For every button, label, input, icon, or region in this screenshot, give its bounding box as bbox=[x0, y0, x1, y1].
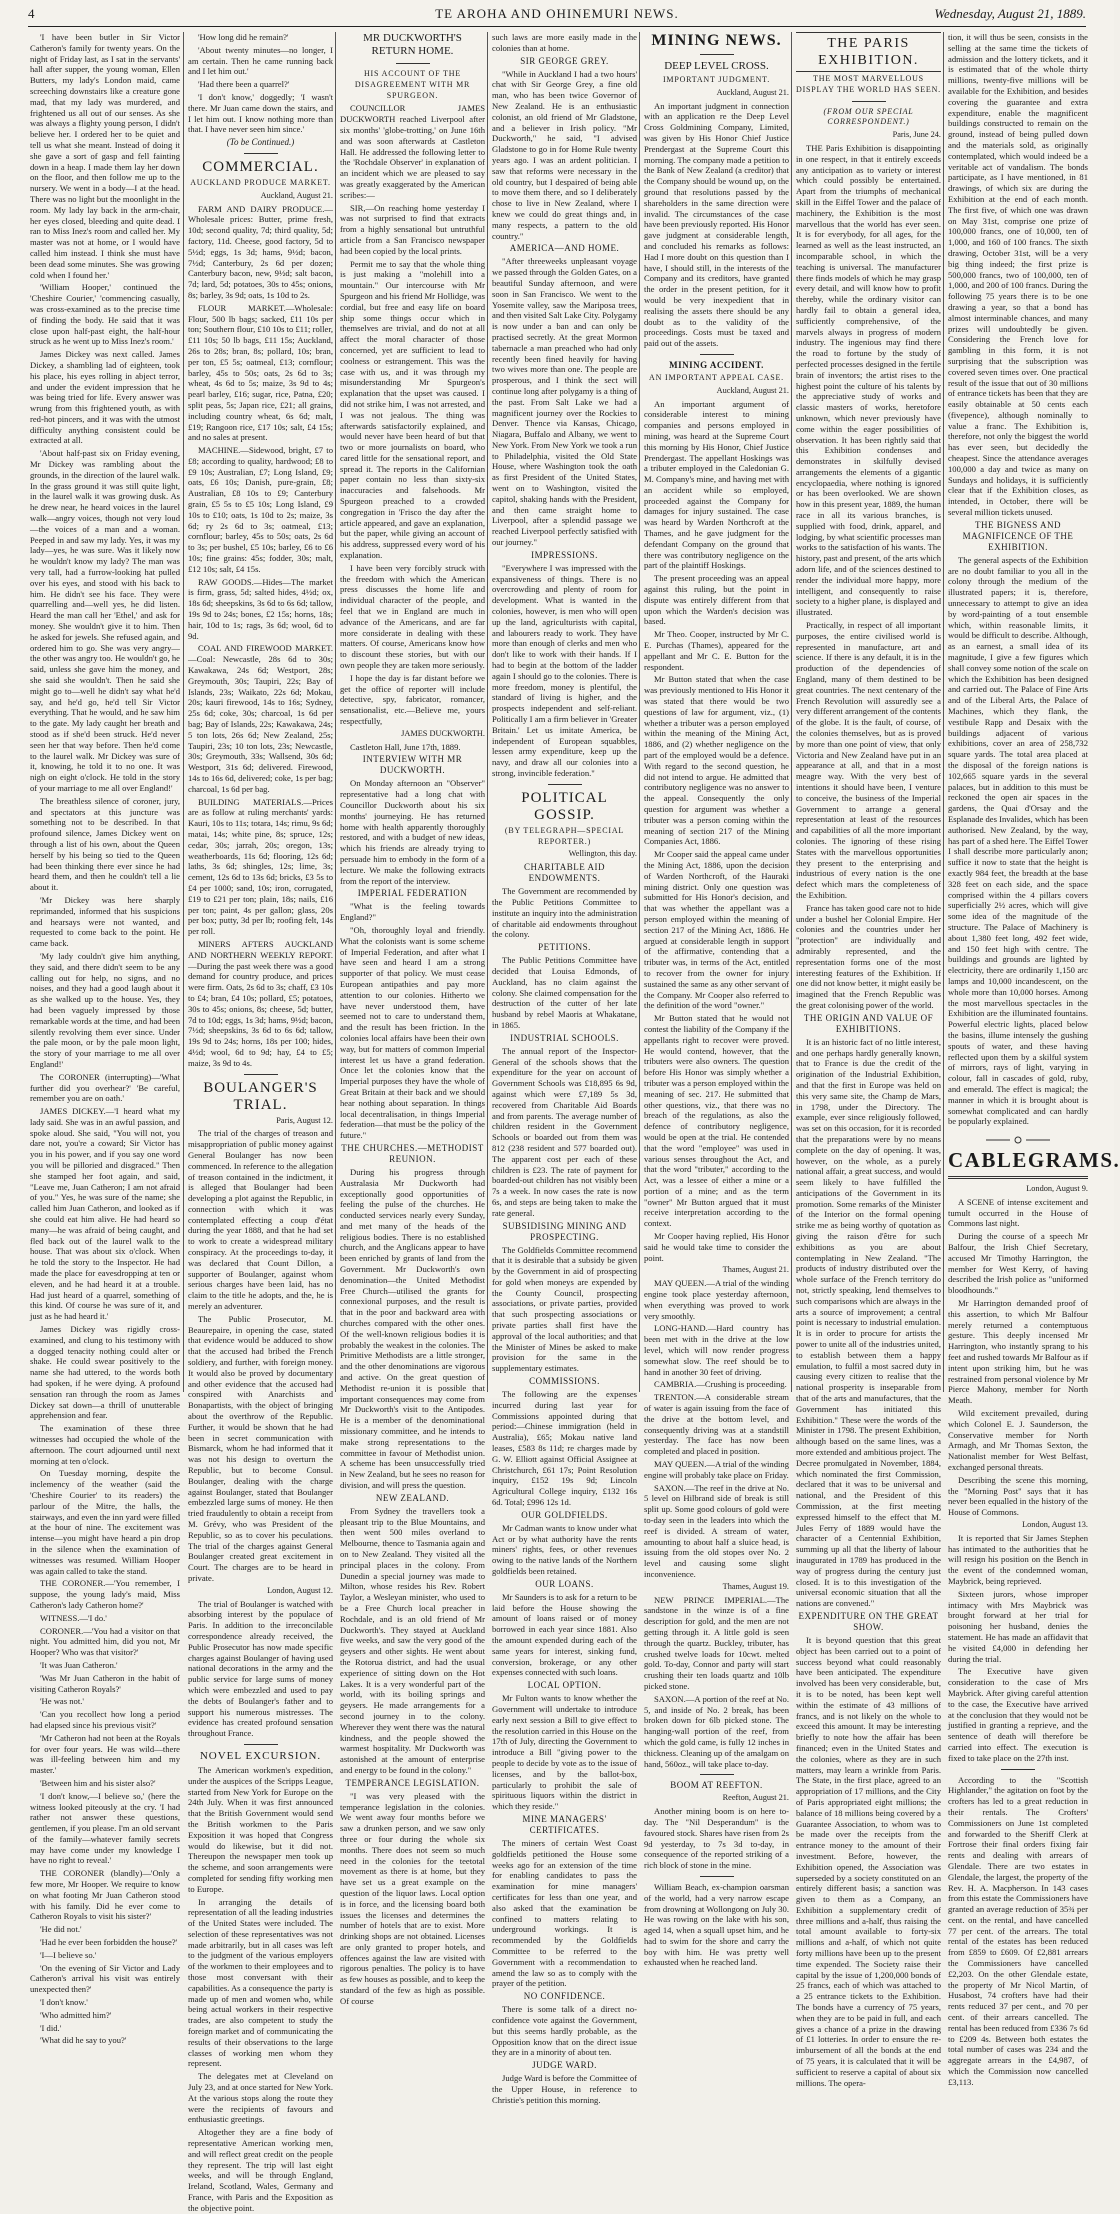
column-rule bbox=[791, 32, 792, 1392]
dateline: Thames, August 21. bbox=[722, 1265, 789, 1275]
story-paragraph: 'I—I believe so.' bbox=[40, 1949, 97, 1960]
section-heading: INDUSTRIAL SCHOOLS. bbox=[510, 1032, 619, 1043]
story-paragraph: 'I did.' bbox=[40, 2022, 62, 2033]
duckworth-heading: MR DUCKWORTH'S RETURN HOME. bbox=[363, 32, 462, 57]
story-paragraph: 'He did not.' bbox=[40, 1924, 82, 1935]
gossip-byline: (BY TELEGRAPH—SPECIAL REPORTER.) bbox=[504, 825, 625, 846]
story-paragraph: 'I don't know,—I believe so,' (here the witness looked piteously at the cry. 'I had rather not answer these questions, gentlemen, if you please. I'm an old servant of the family—whatever family secrets may have come under my knowledge I have no right to reveal.' bbox=[30, 1790, 180, 1866]
dateline: Reefton, August 21. bbox=[722, 1793, 789, 1803]
mine-report: MAY QUEEN.—A trial of the winding engine will probably take place on Friday. bbox=[644, 1459, 789, 1480]
story-paragraph: The general aspects of the Exhibition are no doubt familiar to you all in the colony through the medium of the illustrated papers; it is, therefore, unnecessary to attempt to give an idea by word-painting of a tout ensemble which, within reasonable limits, it would be difficult to describe. Although, as an earnest, a small idea of its magnitude, I give a few figures which shall convey some notion of the scale on which the Exhibition has been designed and carried out. The Palace of Fine Arts and of the Liberal Arts, the Palace of Machines, which they flank, the vestibule Rapp and Desaix with the buildings adjacent of various exhibitions, cover an area of 258,732 square yards. The total area placed at the disposal of the foreign nations is 102,665 square yards in the several palaces, but in addition to this must be reckoned the open air spaces in the gardens, the Quai d'Orsay and the Esplanade des Invalides, which has been authorised. New Zealand, by the way, has part of a shed here. The Eiffel Tower I shall describe more particularly anon; suffice it now to state that the height is exactly 984 feet, the breadth at the base 328 feet on each side, and the space comprised within the 4 pillars covers superficially 2½ acres, which will give some idea of the magnitude of the structure. The Palace of Machinery is about 1,380 feet long, 492 feet wide, and 150 feet high with centre. The buildings and grounds are lighted by electricity, there are ordinarily 1,150 arc lamps and 10,000 incandescent, on the whole more than 10,000 horses. Among the most marvellous spectacles in the Exhibition are the illuminated fountains. Powerful electric lights, placed below the basins, illume intensely the gushing spouts of water, and these having reflected upon them by a skilful system of mirrors, rays of light, varying in colour, fall in cascades of gold, ruby, and emerald. The effect is magical; the manner in which it is brought about is somewhat complicated and can hardly be popularly explained. bbox=[948, 554, 1088, 1127]
story-paragraph: SIR,—On reaching home yesterday I was not surprised to find that extracts from a highly sensational but untruthful article from a San Francisco newspaper had been copied by the local prints. bbox=[340, 202, 485, 256]
story-paragraph: It is reported that Sir James Stephen has intimated to the authorities that he will resign his position on the Bench in the event of the condemned woman, Maybrick, being reprieved. bbox=[948, 1532, 1088, 1586]
story-paragraph: The present proceeding was an appeal against this ruling, but the point in dispute was entirely different from that upon which the Warden's decision was based. bbox=[644, 573, 789, 627]
story-paragraph: 'I have been butler in Sir Victor Catheron's family for twenty years. On the night of Friday last, as I sat in the servants' hall after supper, the young woman, Ellen Butters, my lady's London maid, came screeching downstairs like a creature gone mad, that my lady was murdered, and frightened us all out of our senses. As she was always a flighty young person, I didn't believe her. I ordered her to be quiet and tell us what she meant. Instead of doing it she gave a sort of gasp and fell fainting down in a heap. I made them lay her down on the floor, and then follow me up to the nursery. We went in a body—I at the head. There was no light but the moonlight in the room. My lady lay back in the arm-chair, her eyes closed, bleeding and quite dead. I ran to Miss Inez's room and called her. My master was not at home, or I would have called him instead. I think she must have been dead some minutes. She was growing cold when I found her.' bbox=[30, 32, 180, 280]
political-gossip-heading: POLITICAL GOSSIP. bbox=[521, 789, 608, 823]
story-paragraph: 'I don't know.' bbox=[40, 1997, 88, 2008]
story-paragraph: The Government are recommended by the Public Petitions Committee to institute an inquiry into the administration of charitable aid endowments throughout the colony. bbox=[492, 886, 637, 940]
story-paragraph: JAMES DICKEY.—'I heard what my lady said. She was in an awful passion, and spoke aloud. She said, "You will not, you dare not, you're a coward; Sir Victor has you in his power, and if you say one word you will be pilloried and disgraced." Then she stamped her foot again, and said, "Leave me, Juan Catheron; I am not afraid of you." Yes, he was sure of the name; she called him Juan Catheron, and looked as if she could eat him alive. He had heard so many—he was afraid of being caught, and fled back out of the laurel walk to the house. That was about six o'clock. When he told the story to the Inspector. He had made the place for eavesdropping at ten or eleven, and he had heard it at a trouble. Had just heard of a quarrel, something of this kind. Of course he was sure of it, and just as he had heard it.' bbox=[30, 1106, 180, 1322]
impressions-heading: IMPRESSIONS. bbox=[531, 549, 598, 560]
section-heading: LOCAL OPTION. bbox=[527, 1680, 602, 1691]
story-paragraph: The examination of these three witnesses had occupied the whole of the afternoon. The court adjourned until next morning at ten o'clock. bbox=[30, 1423, 180, 1466]
story-paragraph: 'About half-past six on Friday evening, Mr Dickey was rambling about the grounds, in the direction of the laurel walk. In the grass ground it was still quite light, in the laurel walk it was growing dusk. As he drew near, he heard voices in the laurel walk—angry voices, though not very loud—the voices of a man and a woman. Peeped in and saw my lady. Yes, it was my lady—yes, he was sure. Was it likely now he wouldn't know my lady? The man was very tall, had a furrow-looking hat pulled over his eyes, and stood with his back to him. He didn't see his face. They were quarrelling and—well yes, he did listen. Heard the man call her 'Ethel,' and ask for money. She wouldn't give it to him. Then he asked for jewels. She refused again, and ordered him to go. She was very angry—the other was angry too. He wouldn't go, he said, unless she gave him the money, and she said she wouldn't. Then he said she might go to—well he didn't say what he'd say, and he'd go, he'd tell Sir Victor everything. That he would, and he saw him to the gate. My lady caught her breath and stood as if she'd been struck. He'd never seen her that way before. Then he'd come to the laurel walk. Mr Dickey was sure of it, knowing, he told it to no one. It was nigh on eight o'clock. He told in the story of your marriage to me all over England!' bbox=[30, 448, 180, 793]
story-paragraph: The American workmen's expedition, under the auspices of the Scripps League, started from New York for Europe on the 24th July. When it was first announced that the British Government would send the British workmen to the Paris Exposition it was hoped that Congress would do likewise, but it did not. Thereupon the newspaper men took up the scheme, and soon arrangements were completed for sending fifty working men to Europe. bbox=[188, 1764, 333, 1894]
story-paragraph: The annual report of the Inspector-General of the schools shows that the expenditure for the year on account of Government Schools was £18,895 6s 9d, against which were £7,189 5s 3d, recovered from Charitable Aid Boards and from parents. The average number of children resident in the Government Schools or boarded out from them was 812 (238 resident and 577 boarded out). The apparent cost per each of these children is £23. The rate of payment for boarded-out children has not visibly been 7s a week. In now cases the rate is now 6s, and steps are being taken to make the rate general. bbox=[492, 1045, 637, 1218]
mine-report: CAMBRIA.—Crushing is proceeding. bbox=[654, 1379, 787, 1390]
story-paragraph: 'Had there been a quarrel?' bbox=[198, 79, 290, 90]
column-6 bbox=[796, 32, 942, 2088]
story-paragraph: I have been very forcibly struck with the freedom with which the American press discusses the home life and individual character of the people, and feel that we in England are much in advance of the Americans, and are far more considerate in dealing with these matters. Of course, Americans know how to discount these stories, but with our own people they are taken more seriously. bbox=[340, 562, 485, 671]
story-paragraph: Judge Ward is before the Committee of the Upper House, in reference to Christie's petition this morning. bbox=[492, 2073, 637, 2105]
story-paragraph: "I was very pleased with the temperance legislation in the colonies. We went away four months before we saw a drunken person, and we saw only three or four during the whole six months. There does not seem so much need in the colonies for the teetotal movement as there is at home, but they have set us a great example on the question of the liquor laws. Local option is in force, and the licensing board both issues the licenses and determines the number of hotels that are to exist. More drinking shops are not obtained. Licenses are only granted to proper hotels, and offences against the law are visited with rigorous penalties. The policy is to have as few houses as possible, and to keep the standard of the few as high as possible. Of course bbox=[340, 1790, 485, 2006]
page-number: 4 bbox=[28, 6, 35, 21]
column-4 bbox=[492, 32, 637, 2105]
mine-report: LONG-HAND.—Hard country has been met with in the drive at the low level, which will now render progress somewhat slow. The reef should be to hand in another 30 feet of driving. bbox=[644, 1323, 789, 1377]
section-heading: NO CONFIDENCE. bbox=[523, 1991, 606, 2002]
judgment-subheading: IMPORTANT JUDGMENT. bbox=[662, 75, 771, 84]
story-paragraph: There is some talk of a direct no-confidence vote against the Government, but this seems hardly probable, as the Opposition know that on the direct issue they are in a minority of about ten. bbox=[492, 2004, 637, 2058]
issue-date: Wednesday, August 21, 1889. bbox=[934, 6, 1086, 21]
story-paragraph: 'He was not.' bbox=[40, 1696, 84, 1707]
story-paragraph: Mr Saunders is to ask for a return to be laid before the House showing the amount of loans raised or of money borrowed in each year since 1881. Also the amount expended during each of the same years for interest, sinking fund, conversion, brokerage, or any other expenses connected with such loans. bbox=[492, 1591, 637, 1678]
story-paragraph: From Sydney the travellers took a pleasant trip to the Blue Mountains, and then went 500 miles overland to Melbourne, thence to Tasmania again and on to New Zealand. They visited all the principal places in the colony. From Dunedin a special journey was made to Milton, whose resides his Rev. Robert Taylor, a Wesleyan minister, who used to be a Free Church local preacher in Rochdale, and is an old friend of Mr Duckworth's. They stayed at Auckland five weeks, and saw the very good of the geysers and other sights. He went about the Rotorua district, and had the usual experience of sitting down on the Hot Lakes. It is a very wonderful part of the world, with its boiling springs and geysers. He made arrangements for a second journey in to the colony. Wherever they went there was the natural kindness, and the people showed the warmest hospitality. Mr Duckworth was astonished at the amount of enterprise and energy to be found in the colony." bbox=[340, 1505, 485, 1775]
america-heading: AMERICA—AND HOME. bbox=[509, 243, 620, 254]
story-paragraph: such laws are more easily made in the colonies than at home. bbox=[492, 32, 637, 53]
section-heading: JUDGE WARD. bbox=[532, 2060, 597, 2071]
signature: JAMES DUCKWORTH. bbox=[401, 728, 485, 738]
market-paragraph: FARM AND DAIRY PRODUCE.—Wholesale prices: Butter, prime fresh, 10d; second quality, 7d; third quality, 5d; factory, 11d. Cheese, good factory, 5d to 5½d; eggs, 1s 3d; hams, 9½d; bacon, 7½d; Canterbury, 2s 6d per dozen; Canterbury bacon, new, 9½d; salt bacon, 7d; lard, 5d; potatoes, 30s to 45s; onions, 8s; barley, 3s 9d; oats, 1s 10d to 2s. bbox=[188, 203, 333, 300]
story-paragraph: The following are the expenses incurred during last year for Commissions appointed during that period:—Chinese immigration (held in Australia), £65; Mokau native land leases, £583 8s 11d; re charges made by G. W. Elliott against Official Assignee at Christchurch, £61 17s; Point Resolution inquiry, £152 19s 9d; Lincoln Agricultural College inquiry, £132 16s 6d. Total; £996 12s 1d. bbox=[492, 1389, 637, 1508]
story-paragraph: The delegates met at Cleveland on July 23, and at once started for New York. At the various stops along the route they were the recipients of favours and enthusiastic greetings. bbox=[188, 2071, 333, 2125]
story-paragraph: 'How long did he remain?' bbox=[198, 32, 289, 42]
divider bbox=[244, 1074, 278, 1075]
market-paragraph: RAW GOODS.—Hides—The market is firm, grass, 5d; salted hides, 4½d; ox, 18s 6d; sheepskins, 3s 6d to 6s 6d; tallow, 19s 9d to 24s; bones, £2 15s; horns, 18s; hair, 10d to 1s; rags, 3s 6d; wool, 6d to 9d. bbox=[188, 576, 333, 641]
section-heading: COMMISSIONS. bbox=[529, 1376, 600, 1387]
bigness-heading: THE BIGNESS AND MAGNIFICENCE OF THE EXHIBITION. bbox=[962, 519, 1074, 552]
story-paragraph: 'What did he say to you?' bbox=[40, 2035, 127, 2046]
story-paragraph: WITNESS.—'I do.' bbox=[40, 1612, 107, 1623]
divider bbox=[700, 54, 734, 55]
story-paragraph: THE CORONER.—'You remember, I suppose, the young lady's maid, Miss Catheron's lady Catheron home?' bbox=[30, 1578, 180, 1610]
divider bbox=[852, 101, 886, 102]
story-paragraph: CORONER.—'You had a visitor on that night. You admitted him, did you not, Mr Hooper? Who was that visitor?' bbox=[30, 1625, 180, 1658]
story-paragraph: 'Who admitted him?' bbox=[40, 2009, 112, 2020]
dateline: Auckland, August 21. bbox=[716, 87, 789, 97]
story-paragraph: "What is the feeling towards England?" bbox=[340, 901, 485, 923]
mine-report: MAY QUEEN.—A trial of the winding engine took place yesterday afternoon, when everything was proved to work very smoothly. bbox=[644, 1278, 789, 1321]
churches-heading: THE CHURCHES.—METHODIST REUNION. bbox=[341, 1142, 484, 1164]
story-paragraph: Altogether they are a fine body of representative American working men, and will reflect great credit on the people they represent. The trip will last eight weeks, and will be through England, Ireland, Scotland, Wales, Germany and France, with Paris and the Exposition as the objective point. bbox=[188, 2127, 333, 2213]
mine-report: SAXON.—A portion of the reef at No. 5, and inside of No. 2 break, has been broken down for 6lb picked stone. The hanging-wall portion of the reef, from which the gold came, is fully 12 inches in thickness. Cleaning up of the amalgam on hand, 560oz., will take place to-day. bbox=[644, 1693, 789, 1769]
story-paragraph: James Dickey was next called. James Dickey, a shambling lad of eighteen, took his place, his eyes rolling in abject terror, and under the evident impression that he was being tried for life. Every answer was wrung from this frightened youth, as with red-hot pincers, and it was with the utmost difficulty anything consistent could be extracted at all. bbox=[30, 349, 180, 446]
story-paragraph: An important argument of considerable interest to mining companies and persons employed in mining, was heard at the Supreme Court this morning by His Honor, Chief Justice Prendergast. The appellant Hoskings was a tributer employed in the Caledonian G. M. Company's mine, and having met with an accident while so employed, proceeded against the Company for damages for injury sustained. The case was heard by Warden Northcroft at the Thames, and he gave judgment for the defendant Company on the ground that there was contributory negligence on the part of the plaintiff Hoskings. bbox=[644, 398, 789, 571]
appeal-subheading: AN IMPORTANT APPEAL CASE. bbox=[649, 372, 784, 382]
boulanger-heading: BOULANGER'S TRIAL. bbox=[203, 1079, 318, 1113]
story-paragraph: The Public Petitions Committee have decided that Louisa Edmonds, of Auckland, has no claim against the colony. She claimed compensation for the destruction of the cutter of her late husband by rebel Maoris at Whakatane, in 1865. bbox=[492, 955, 637, 1030]
divider bbox=[244, 153, 278, 154]
to-be-continued: (To be Continued.) bbox=[226, 137, 295, 148]
story-paragraph: 'I don't know,' doggedly; 'I wasn't there. Mr Juan came down the stairs, and I let him out. I know nothing more than that. I have never seen him since.' bbox=[188, 91, 333, 135]
story-paragraph: 'My lady couldn't give him anything, they said, and there didn't seem to be any calling out for help, no signs, and no noises, and they had a good laugh about it as she walked up to the house. Yes, they had been vaguely impressed by those remarkable words at the time, and had been silently revolving them ever since. Under the pale moon, or by the pale moon light, the story of your marriage to me all over England!' bbox=[30, 950, 180, 1069]
story-paragraph: "After threeweeks unpleasant voyage we passed through the Golden Gates, on a beautiful Sunday afternoon, and were soon in San Francisco. We went to the Yosemite valley, saw the Mariposa trees, and then visited Salt Lake City. Polygamy is now under a ban and can only be practised secretly. At the great Mormon tabernacle a man preached who had only recently been fined heavily for having two wives more than one. The people are prosperous, and I think the sect will continue long after polygamy is a thing of the past. From Salt Lake we had a magnificent journey over the Rockies to Denver. Thence via Kansas, Chicago, Niagara, Buffalo and Albany, we went to New York. From New York we took a run to Philadelphia, visited the Old State House, where Washington took the oath as first President of the United States, went on to Washington, visited the capitol, shaking hands with the President, and then came straight home to Liverpool, after a splendid passage we reached Liverpool perfectly satisfied with our journey." bbox=[492, 256, 637, 548]
dateline: Paris, August 12. bbox=[276, 1115, 333, 1125]
column-1 bbox=[30, 32, 180, 2046]
commercial-heading: COMMERCIAL. bbox=[202, 158, 319, 175]
mining-accident-heading: MINING ACCIDENT. bbox=[669, 359, 764, 370]
story-paragraph: The trial of Boulanger is watched with absorbing interest by the populace of Paris. In addition to the irreconcilable correspondence already received, the Public Prosecutor has now made specific charges against Boulanger of having used national decorations in the army and the public service for large sums of money which were embezzled and used to pay the debts of Boulanger's father and to support his numerous mistresses. The evidence has created profound sensation throughout France. bbox=[188, 1598, 333, 1739]
section-heading: PETITIONS. bbox=[538, 942, 591, 953]
mine-report: SAXON.—The reef in the drive at No. 5 level on Hilbrand side of break is still split up. Some good colours of gold were to-day seen in the leaders into which the reef is divided. A stream of water, amounting to about half a sluice head, is issuing from the old stopes over No. 2 level and causing some slight inconvenience. bbox=[644, 1482, 789, 1579]
story-paragraph: 'Had he ever been forbidden the house?' bbox=[40, 1937, 178, 1948]
story-paragraph: On Monday afternoon an "Observer" representative had a long chat with Councillor Duckworth about his six months' journeying. He has returned home with health apparently thoroughly restored, and with a budget of new ideas, which his friends are already trying to persuade him to embody in the form of a lecture. We make the following extracts from the report of the interview. bbox=[340, 778, 485, 886]
story-paragraph: 'Mr Catheron had not been at the Royals for over four years. He was wild—there was ill-feeling between him and my master.' bbox=[30, 1732, 180, 1776]
story-paragraph: "Oh, thoroughly loyal and friendly. What the colonists want is some scheme of Imperial Federation, and after what I have seen and heard I am a strong supporter of that policy. We must cease European antipathies and pay more attention to our colonies. Hitherto we have never understood them, have seemed not to care to understand them, and the result has been friction. In the colonies local affairs have been their own way, but for matters of common Imperial interest let us have a grand federation. Once let the colonies know that the Imperial purposes they have the whole of Great Britain at their back and we should hear nothing about separation. In things local decentralisation, in things Imperial federation—that must be the policy of the future." bbox=[340, 924, 485, 1141]
story-paragraph: During his progress through Australasia Mr Duckworth had exceptionally good opportunities of feeling the pulse of the churches. He conducted services nearly every Sunday, and met many of the heads of the religious bodies. There is no established church, and the Anglicans appear to have been enriched by grants of land from the Government. Mr Duckworth's own denomination—the United Methodist Free Church—utilised the grants for connexional purposes, and the result is that in the poor and backward area with churches compared with the other ones. Of the well-known religious bodies it is probably the weakest in the colonies. The Primitive Methodists are a little stronger, and the other denominations are vigorous and active. On the great question of Methodist re-union it is possible that important consequences may come from Mr Duckworth's visit to the Antipodes. He is a member of the denominational missionary committee, and he intends to make strong representations to the committee in favour of Methodist union. A scheme has been unsuccessfully tried in New Zealand, but he sees no reason for division, and will press the question. bbox=[340, 1166, 485, 1491]
story-paragraph: The Executive have given consideration to the case of Mrs Maybrick. After giving careful attention to the case, the Executive have arrived at the conclusion that they would not be justified in granting a reprieve, and the sentence of death will therefore be carried into effect. The execution is fixed to take place on the 27th inst. bbox=[948, 1666, 1088, 1763]
dateline: London, August 12. bbox=[267, 1585, 333, 1595]
column-5 bbox=[644, 32, 789, 1968]
divider bbox=[548, 784, 582, 785]
story-paragraph: France has taken good care not to hide under a bushel her Colonial Empire. Her colonies and the countries under her "protection" are individually and admirably represented, and the representation forms one of the most interesting features of the Exhibition. If one did not know better, it might easily be imagined that the French Republic was the great colonising power of the world. bbox=[796, 902, 942, 1010]
story-paragraph: Mr Cadman wants to know under what Act or by what authority have the rents miners' rights, fees, or other revenues owing to the native lands of the Northern goldfields been retained. bbox=[492, 1522, 637, 1577]
column-7 bbox=[948, 32, 1120, 2087]
story-paragraph: The CORONER (interrupting)—'What further did you overhear?' 'Be careful, remember you are on oath.' bbox=[30, 1071, 180, 1104]
story-paragraph: "While in Auckland I had a two hours' chat with Sir George Grey, a fine old man, who has been twice Governor of New Zealand. He is an enthusiastic colonist, an old friend of Mr Gladstone, and a believer in Irish policy. "Mr Duckworth," he said, "I advised Gladstone to go in for Home Rule twenty years ago. I was an ardent politician. I saw that reforms were necessary in the old country, but I despaired of being able to move them there, and so I deliberately chose to live in New Zealand, where I knew we could do great things and, in many respects, a pattern to the old country." bbox=[492, 68, 637, 241]
deep-level-heading: DEEP LEVEL CROSS. bbox=[664, 60, 769, 72]
dateline: Wellington, this day. bbox=[568, 849, 637, 859]
story-paragraph: COUNCILLOR JAMES DUCKWORTH reached Liverpool after six months' 'globe-trotting,' on June 16th and was soon afterwards at Castleton Hall. He addressed the following letter to the 'Rochdale Observer' in explanation of an incident which we are pleased to say was greatly exaggerated by the American scribes:— bbox=[340, 103, 485, 200]
story-paragraph: THE CORONER (blandly)—'Only a few more, Mr Hooper. We require to know on what footing Mr Juan Catheron stood with his family. Did he ever come to Catheron Royals to visit his sister?' bbox=[30, 1868, 180, 1922]
new-zealand-heading: NEW ZEALAND. bbox=[375, 1492, 450, 1503]
story-paragraph: In arranging the details of representation of all the leading industries of the United States were included. The selection of these representatives was not made arbitrarily, but in all cases was left to the judgment of the various employers of the workmen to their employees and to those most conversant with their capabilities. As a consequence the party is made up of men and women who, while being actual workers in their respective trades, are also competent to study the foreign market and of communicating the results of their observations to the large classes of working men whom they represent. bbox=[188, 1896, 333, 2069]
mine-report: NEW PRINCE IMPERIAL.—The sandstone in the winze is of a fine description for gold, and the men are not getting through it. A little gold is seen through the quartz. Buckley, tributer, has crushed twelve loads for 10cwt. melted gold. To-day, Connor and party will start crushing their ten loads quartz and 10lb picked stone. bbox=[644, 1594, 789, 1691]
story-paragraph: I hope the day is far distant before we get the office of reporter will include detective, spy, fabricator, romancer, sensationalist, etc.—Believe me, yours respectfully, bbox=[340, 672, 485, 727]
story-paragraph: Mr Cooper said the appeal came under the Mining Act, 1886, upon the decision of Warden Northcroft, of the Hauraki mining district. Only one question was submitted for His Honor's decision, and that was whether the appellant was a person employed within the meaning of section 217 of the Mining Act, 1886. He argued at considerable length in support of the affirmative, contending that a tributer was, in terms of the Act, entitled to recover from the owner for injury sustained the same as any other servant of the Company. Mr Cooper also referred to the definition of the word "owner." bbox=[644, 849, 789, 1011]
divider bbox=[948, 1176, 1088, 1179]
dateline: Thames, August 19. bbox=[722, 1581, 789, 1591]
story-paragraph: The trial of the charges of treason and misappropriation of public money against General Boulanger has now been commenced. In reference to the allegation of treason contained in the indictment, it is alleged that Boulanger had been developing a plot against the Republic, in connection with which it was contemplated effecting a coup d'état during the year 1888, and that he had set to work to create a widespread military conspiracy. At the proceedings to-day, it was declared that Count Dillon, a supporter of Boulanger, against whom serious charges have been laid, has no claim to the title he adopts, and the, he is merely an adventurer. bbox=[188, 1128, 333, 1312]
story-paragraph: Mr Fulton wants to know whether the Government will undertake to introduce early next session a Bill to give effect to the resolution carried in this House on the 17th of July, directing the Government to introduce a Bill "giving power to the people to decide by vote as to the issue of licenses, and by the ballot-box, particularly to prohibit the sale of spirituous liquors within the district in which they reside." bbox=[492, 1693, 637, 1812]
dateline: London, August 13. bbox=[1022, 1520, 1088, 1529]
section-heading: OUR GOLDFIELDS. bbox=[521, 1509, 608, 1520]
dateline: London, August 9. bbox=[1026, 1184, 1088, 1194]
story-paragraph: On Tuesday morning, despite the inclemency of the weather (said the 'Cheshire Courier' to its readers) the parlour of the Mitre, the halls, the stairways, and even the inn yard were filled at the hour of nine. The excitement was intense—you might have heard a pin drop in the silence when the examination of witnesses was resumed. William Hooper was again called to take the stand. bbox=[30, 1468, 180, 1576]
signature-date: Castleton Hall, June 17th, 1889. bbox=[350, 741, 461, 752]
story-paragraph: Another mining boom is on here to-day. The "Nil Desperandum" is the favoured stock. Shares have risen from 2s 9d yesterday, to 7s 3d to-day, in consequence of the reported striking of a rich block of stone in the mine. bbox=[644, 1806, 789, 1871]
mine-report: TRENTON.—A considerable stream of water is again issuing from the face of the drive at the bottom level, and consequently driving was at a standstill yesterday. The face has now been completed and placed in position. bbox=[644, 1392, 789, 1457]
novel-excursion-heading: NOVEL EXCURSION. bbox=[199, 1749, 322, 1762]
paris-subheading: THE MOST MARVELLOUS DISPLAY THE WORLD HAS SEEN. bbox=[796, 74, 941, 94]
section-heading: SUBSIDISING MINING AND PROSPECTING. bbox=[502, 1220, 627, 1242]
temperance-heading: TEMPERANCE LEGISLATION. bbox=[345, 1777, 480, 1788]
story-paragraph: According to the "Scottish Highlander," the agitation on foot by the crofters has led to a great reduction in their rentals. The Crofters' Commissioners on June 1st completed and forwarded to the Sheriff Clerk at Fortrose their final orders fixing fair rents and dealing with arrears of Glendale. There are two estates in Glendale, the largest, the property of the Rev. H. A. Macpherson. In 143 cases from this estate the Commissioners have granted an average reduction of 35¾ per cent. on the rental, and have cancelled 77 per cent. of the arrears. The total rental of the estates has been reduced from £859 to £609. Of £2,881 arrears the Commissioners have cancelled £2,203. On the other Glendale estate, the property of Mr Nicol Martin, of Husabost, 74 crofters have had their rents reduced 37 per cent., and 70 per cent. of their arrears cancelled. The rental has been reduced from £336 7s 6d to £209 4s. Between both estates the total number of cases was 234 and the aggregate arrears in the £4,987, of which the Commission now cancelled £3,113. bbox=[948, 1774, 1088, 2087]
grey-heading: SIR GEORGE GREY. bbox=[520, 55, 609, 66]
column-3 bbox=[340, 32, 485, 2006]
mining-news-heading: MINING NEWS. bbox=[651, 32, 782, 49]
story-paragraph: An important judgment in connection with an application re the Deep Level Cross Goldmining Company, Limited, was given by His Honor Chief Justice Prendergast at the Supreme Court this morning. The company made a petition to the Bank of New Zealand (a creditor) that the Company should be wound up, on the ground that resolutions passed by the shareholders in the same direction were invalid. The circumstances of the case have been previously reported. His Honor gave judgment at considerable length, and concluded his remarks as follows: Had I more doubt on this question than I have, I should still, in the interests of the Company and its creditors, have granted the order in the present petition, for it would be very inexpedient that in realising the assets there should be any doubt as to the validity of the proceedings. Costs must be taxed and paid out of the assets. bbox=[644, 100, 789, 349]
divider bbox=[700, 354, 734, 355]
story-paragraph: THE Paris Exhibition is disappointing in one respect, in that it entirely exceeds any anticipation as to variety or interest which could possibly be entertained. Apart from the triumphs of mechanical skill in the Eiffel Tower and the palace of machinery, the Exhibition is the most marvellous that the world has ever seen. It is for everybody, for all ages, for the learned as well as the least instructed, an incomparable school, in which the teaching is universal. The manufacturer there finds models of which he may grasp every detail, and will know how to profit thereby, while the ordinary visitor can hardly fail to obtain a general idea, sufficiently comprehensive, of the marvels always in progress of modern industry. The ingenious may find there the road to fortune by the study of perfected processes designed in the fertile brain of inventors; the artist rises to the highest point the culture of his talents by the appreciative study of works and classic masters of works, heretofore unknown, which never previously have come within the eager possibilities of observation. It has been rightly said that this Exhibition condenses and demonstrates in skilfully devised arrangements the elements of a gigantic encyclopaedia, where nothing is ignored or has been overlooked. We are shown how in this present year, 1889, the human race in all its various branches, is supplied with food, drink, apparel, and lodging, by what scientific processes man works to the satisfaction of his wants. The history, past and present, of the arts which adorn life, and of the sciences destined to render the individual more happy, more intelligent, and consequently to raise society to a higher plane, is displayed and illustrated. bbox=[796, 142, 941, 618]
story-paragraph: Mr Theo. Cooper, instructed by Mr C. E. Purchas (Thames), appeared for the appellant and Mr C. E. Button for the respondent. bbox=[644, 629, 789, 672]
column-rule bbox=[335, 32, 336, 1392]
commercial-subheading: AUCKLAND PRODUCE MARKET. bbox=[190, 177, 331, 187]
story-paragraph: 'Can you recollect how long a period had elapsed since his previous visit?' bbox=[30, 1709, 180, 1730]
story-paragraph: The breathless silence of coroner, jury, and spectators at this juncture was something not to be described. In that profound silence, James Dickey went on through a list of his own, about the Queen herself by his being so tied to the Queen had been thinking there ever since he had heard them, and then he couldn't tell a lie about it. bbox=[30, 795, 180, 893]
reefton-heading: BOOM AT REEFTON. bbox=[670, 1780, 763, 1791]
story-paragraph: The Public Prosecutor, M. Beaurepaire, in opening the case, stated that evidence would be adduced to show that the accused had bribed the French soldiery, and further, with foreign money. It would also be proved by documentary and other evidence that the accused had conspired with Anarchists and Bonapartists, with the object of bringing about the overthrow of the Republic. Further, it would be shown that he had been in secret communication with Bismarck, whom he had informed that it was not his design to overturn the Republic, but to become Consul. Boulanger, dealing with the charge against Boulanger, stated that Boulanger embezzled large sums of money. He then tried fraudulently to obtain a receipt from M. Grévy, who was President of the Republic, so as to cover his peculations. The trial of the charges against General Boulanger created great excitement in Court. The charges are to be heard in private. bbox=[188, 1313, 333, 1583]
dateline: Paris, June 24. bbox=[892, 130, 941, 140]
section-heading: CHARITABLE AID ENDOWMENTS. bbox=[523, 862, 606, 884]
story-paragraph: A SCENE of intense excitement and tumult occurred in the House of Commons last night. bbox=[948, 1196, 1088, 1229]
divider bbox=[244, 1744, 278, 1745]
newspaper-title: TE AROHA AND OHINEMURI NEWS. bbox=[435, 6, 679, 21]
story-paragraph: 'About twenty minutes—no longer, I am certain. Then he came running back and I let him out.' bbox=[188, 44, 333, 77]
story-paragraph: Describing the scene this morning, the "Morning Post" says that it has never been equalled in the history of the House of Commons. bbox=[948, 1474, 1088, 1518]
story-paragraph: "Everywhere I was impressed with the expansiveness of things. There is no overcrowding and plenty of room for development. What is wanted in the colonies, however, is men who will open up the land, agriculturists with capital, and labourers ready to work. They have more than enough of clerks and men who don't like to work with their hands. If I had to begin at the bottom of the ladder again I should go to the colonies. There is more freedom, money is plentiful, the standard of living is higher, and the prospects independent and self-reliant. Politically I am a firm believer in 'Greater Britain.' Let us imitate America, be independent of European squabbles, lessen army expenditure, keep up the navy, and draw all our colonies into a strong, invincible federation." bbox=[492, 562, 637, 778]
masthead bbox=[28, 4, 1086, 27]
story-paragraph: Sixteen jurors, whose improper intimacy with Mrs Maybrick was brought forward at her trial for poisoning her husband, denies the statement. He has made an affidavit that he visited £4,000 in defending her during the trial. bbox=[948, 1588, 1088, 1664]
paris-byline: (FROM OUR SPECIAL CORRESPONDENT.) bbox=[823, 106, 914, 127]
column-2 bbox=[188, 32, 333, 2213]
story-paragraph: 'Was Mr Juan Catheron in the habit of visiting Catheron Royals?' bbox=[30, 1672, 180, 1694]
market-paragraph: MACHINE.—Sidewood, bright, £7 to £8; according to quality, hardwood; £8 to £9 10s; Australian, £7; Long Island, £9; oats, £6 10s; Danish, pure-grain, £8; Australian, £8 10s to £9; Canterbury grain, £5 5s to £5 10s; Long Island, £9 10s to £10; oats, 1s 10d to 2s; maize, 3s 6d; ry 2s 6d to 3s; oatmeal, £13; cornflour; barley, 45s to 50s; oats, 2s 6d to 3s; per bushel, £5 10s; barley, £6 to £6 10s; fine grains: 45s; fodder, 30s; malt, £12 10s; salt, £4 15s. bbox=[188, 445, 333, 574]
story-paragraph: It is an historic fact of no little interest, and one perhaps hardly generally known, that to France is due the credit of the origination of the Industrial Exhibition, and that the first in Europe was held on this very same site, the Champ de Mars, in 1798, under the Directory. The example, ever since religiously followed, was set on this occasion, for it is recorded that the preparations were by no means complete on the day of opening. It was, however, on the whole, as a purely national affair, a great success, and would seem likely to have fulfilled the anticipations of the Government in its promotion. Some remarks of the Minister of the Interior on the formal opening strike me as being worthy of quotation as giving the raison d'être for such exhibitions as you are about contemplating in New Zealand. "The products of industry distributed over the whole surface of the French territory do not, strictly speaking, lend themselves to such comparisons which are always in the arts a source of improvement; a central point is necessary to industrial emulation. It is in order to procure for artists the power to unite all of the industries united, to establish between them a happy emulation, to fulfil a most sacred duty in causing every citizen to realise that the national prosperity is inseparable from that of the arts and manufactures, that the Government has initiated this Exhibition." These were the words of the Minister in 1798. The present Exhibition, although based on the same lines, was a more extended and ambitious project. The Decree promulgated in November, 1884, which nominated the first Commission, declared that it was to be universal and national, and the President of this Commission, at the first meeting expressed himself to the effect that M. Jules Ferry of 1889 would have the character of a Centennial Exhibition, summing up all that the liberty of labour inaugurated in 1789 has produced in the way of progress during the century just closed. It is to this investigation of the universal economic situation that all the nations are convened." bbox=[796, 1036, 941, 1609]
dateline: Auckland, August 21. bbox=[260, 190, 333, 200]
paris-exhibition-heading: THE PARIS EXHIBITION. bbox=[796, 32, 941, 72]
story-paragraph: Mr Button stated that he would not contest the liability of the Company if the appellants right to recover were proved. He would contend, however, that the tributers were also owners. The question before His Honor was simply whether a tributer was a person employed within the meaning of sec. 217. He submitted that other questions, viz., that there was no breach of the regulations, as also the defence of contributory negligence, would be open at the trial. He contended that the word "employee" was used in various senses throughout the Act, and that the word "tributer," according to the Act, was a lessee of either a mine or a portion of a mine; and as the term "owner" Mr Button argued that it must receive interpretation according to the context. bbox=[644, 1013, 789, 1229]
market-paragraph: COAL AND FIREWOOD MARKET.—Coal: Newcastle, 28s 6d to 30s; Kawakawa, 24s 6d; Westport, 28s; Greymouth, 30s; Taupiri, 22s; Bay of Islands, 23s; Waikato, 22s 6d; Mokau, 20s; kauri firewood, 14s to 16s; Sydney, 25s 6d; coke, 30s; charcoal, 1s 6d per bag; Bay of Islands, 22s; Kawakawa, 24s; 5 ton lots, 26s 6d; New Zealand, 25s; Taupiri, 23s; 10 ton lots, 23s; Newcastle, 30s; Greymouth, 33s; Wallsend, 30s 6d; Westport, 31s 6d; delivered. Firewood, 14s to 16s 6d, delivered; coke, 1s per bag; charcoal, 1s 6d per bag. bbox=[188, 643, 333, 794]
story-paragraph: 'On the evening of Sir Victor and Lady Catheron's arrival his visit was entirely unexpected then?' bbox=[30, 1962, 180, 1995]
duckworth-subheading: HIS ACCOUNT OF THE DISAGREEMENT WITH MR SPURGEON. bbox=[354, 69, 471, 100]
story-paragraph: Practically, in respect of all important purposes, the entire civilised world is represented in manufacture, art and science. If there is any default, it is in the production of the dependencies of England, many of them destined to be great countries. The next centenary of the French Revolution will assuredly see a very different arrangement of the contents of the globe. It is the fault, of course, of the colonies themselves, but as is proved by more than one point of view, that only Victoria and New Zealand have put in an appearance at all, and that in a most meagre way. With the very best of intentions it should have been, I venture to conceive, the business of the Imperial Government to arrange a general representation at least of the resources and capabilities of all the more important colonies. The ignoring of these rising States with the marvellous opportunities they present to the enterprising and industrious of every nation is the one defect which mars the completeness of the Exhibition. bbox=[796, 620, 941, 900]
story-paragraph: Mr Harrington demanded proof of this assertion, to which Mr Balfour merely returned a contemptuous gesture. This deeply incensed Mr Harrington, who instantly sprang to his feet and rushed towards Mr Balfour as if intent upon striking him, but he was restrained from personal violence by Mr Pierce Mahony, member for North Meath. bbox=[948, 1298, 1088, 1406]
column-rule bbox=[943, 32, 944, 1392]
divider bbox=[700, 1876, 734, 1877]
story-paragraph: The miners of certain West Coast goldfields petitioned the House some weeks ago for an extension of the time for enabling candidates to pass the examination for mine managers' certificates for less than one year, and also asked that the examination be confined to matters relating to underground workings. It is recommended by the Goldfields Committee to be referred to the Government with a recommendation to amend the law so as to comply with the prayer of the petition. bbox=[492, 1837, 637, 1989]
story-paragraph: Mr Cooper having replied, His Honor said he would take time to consider the point. bbox=[644, 1231, 789, 1263]
story-paragraph: tion, it will thus be seen, consists in the selling at the same time the tickets of admission and the lottery tickets, and it is estimated that of the whole thirty millions, twenty-five millions will be available for the Exhibition, and besides covering the guarantee and extra expenditure, enable the magnificent buildings constructed to remain on the ground, instead of being pulled down and the materials sold, as originally contemplated, which would indeed be a veritable act of vandalism. The bonds participate, as I have mentioned, in 81 drawings, of which six are during the Exhibition at the end of each month. The first five, of which one was drawn on May 31st, comprise one prize of 100,000 francs, one of 10,000, ten of 1,000, and 160 of 100 francs. The sixth drawing, October 31st, will be a very big thing indeed; the first prize is 500,000 francs, two of 100,000, ten of 1,000, and 200 of 100 francs. During the following 75 years there is to be one drawing a year, so that a bond has almost interminable chances, and many prizes will undoubtedly be given. Considering the French love for gambling in this form, it is not surprising that the subscription was covered seven times over. One practical result of the issue that out of 30 millions of entrance tickets has been that they are easily obtainable at 50 cents each (fivepence), although nominally to value a franc. The Exhibition is, therefore, not only the biggest the world has ever seen, but decidedly the cheapest. Since the attendance averages 100,000 a day and twice as many on Sundays and holidays, it is sufficiently clear that if the Exhibition closes, as intended, in October, there will be several million tickets unused. bbox=[948, 32, 1088, 518]
story-paragraph: James Dickey was rigidly cross-examined, and clung to his testimony with a dogged tenacity nothing could alter or shake. He could swear positively to the name she had uttered, to the words both had spoken, if he were dying. A profound sensation ran through the room as James Dickey sat down—a thrill of unutterable apprehension and fear. bbox=[30, 1324, 180, 1421]
cablegrams-heading: CABLEGRAMS. bbox=[948, 1148, 1120, 1173]
story-paragraph: 'Mr Dickey was here sharply reprimanded, informed that his suspicions and hearsays were not wanted, and requested to come back to the point. He came back. bbox=[30, 894, 180, 949]
divider bbox=[700, 1774, 734, 1775]
imperial-heading: IMPERIAL FEDERATION bbox=[357, 888, 468, 899]
market-paragraph: FLOUR MARKET.—Wholesale: Flour, 500 lb bags; sacked, £11 10s per ton; Southern flour, £10 10s to £11; roller, £11 10s; 50 lb bags, £11 15s; Auckland, 26s to 28s; bran, 8s; pollard, 10s; bran, per ton, £5 5s; oatmeal, £13; cornflour; barley, 45s to 50s; oats, 2s 6d to 3s; wheat, 4s 6d to 5s; maize, 3s 9d to 4s; pearl barley, £16; sugar, rice, Patna, £20; split peas, 5s; Japan rice, £21; all grains, including country wheat, 6s 6d; malt, £19; Rangoon rice, £17 10s; salt, £4 15s; and no sales at present. bbox=[188, 302, 333, 443]
column-rule bbox=[639, 32, 640, 1392]
origin-heading: THE ORIGIN AND VALUE OF EXHIBITIONS. bbox=[803, 1012, 934, 1034]
story-paragraph: 'William Hooper,' continued the 'Cheshire Courier,' 'commencing casually, was cross-examined as to the precise time of finding the body. He said that it was close upon half-past eight, the half-hour struck as he went up to Miss Inez's room.' bbox=[30, 282, 180, 347]
dateline: Auckland, August 21. bbox=[716, 385, 789, 395]
section-heading: OUR LOANS. bbox=[535, 1578, 594, 1589]
market-paragraph: MINERS AFTERS AUCKLAND AND NORTHERN WEEKLY REPORT.—During the past week there was a good demand for country produce, and prices were firm. Oats, 2s 6d to 3s; chaff, £3 10s to £4; bran, £4 10s; pollard, £5; potatoes, 30s to 45s; onions, 8s; cheese, 5d; butter, 7d to 10d; eggs, 1s 3d; hams, 9½d; bacon, 7½d; sheepskins, 3s 6d to 6s 6d; tallow, 19s 9d to 24s; horns, 18s per 100; hides, 4½d; wool, 6d to 9d; hay, £4 to £5; maize, 3s 9d to 4s. bbox=[188, 938, 333, 1068]
story-paragraph: William Beach, ex-champion oarsman of the world, had a very narrow escape from drowning at Wollongong on July 30. He was rowing on the lake with his son, aged 14, when a squall upset him, and he had to swim for the shore and carry the boy with him. He was pretty well exhausted when he reached land. bbox=[644, 1881, 789, 1968]
divider bbox=[1001, 1769, 1035, 1770]
divider bbox=[396, 63, 430, 64]
story-paragraph: The Goldfields Committee recommend that it is desirable that a subsidy be given by the Government in aid of prospecting for gold when moneys are expended by the County Council, prospecting associations, or private parties, provided that such prospecting associations or private parties shall first have the approval of the local authorities; and that the Minister of Mines be asked to make provision for the same in the supplementary estimates. bbox=[492, 1244, 637, 1374]
column-rule bbox=[183, 32, 184, 1392]
market-paragraph: BUILDING MATERIALS.—Prices are as follow at ruling merchants' yards: Kauri, 10s to 11s; totara, 14s; rimu, 9s 6d; matai, 14s; white pine, 8s; spruce, 12s; cedar, 30s; jarrah, 20s; oregon, 13s; weatherboards, 11s 6d; flooring, 12s 6d; laths, 3s 6d; shingles, 12s; lime, 3s; cement, 12s 6d to 13s 6d; bricks, £3 5s to £4 per 1000; sand, 10s; iron, corrugated, £19 to £21 per ton; plain, 18s; nails, £16 per ton; paint, 4s per gallon; glass, 20s per box; putty, 3d per lb; roofing felt, 14s per roll. bbox=[188, 796, 333, 937]
story-paragraph: Permit me to say that the whole thing is just making a "molehill into a mountain." Our intercourse with Mr Spurgeon and his friend Mr Hollidge, was cordial, but free and easy life on board ship some things occur which in themselves are trivial, and do not at all affect the moral character of those concerned, yet are sufficient to lead to coolness or estrangement. This was the case with us, and it was through my misunderstanding Mr Spurgeon's explanation that the upset was caused. I did not strike him, I was not arrested, and I was not jealous. The thing was afterwards satisfactorily explained, and would never have been heard of but that two or more journalists on board, who cared little for the sensational report, and spread it. The reports in the Californian paper contain no less than sixty-six inaccuracies and falsehoods. Mr Spurgeon preached to a crowded congregation in 'Frisco the day after the article appeared, and gave an explanation, but the paper, while giving an account of his address, suppressed every word of his explanation. bbox=[340, 258, 485, 561]
story-paragraph: It is beyond question that this great object has been carried out to a point of success beyond what could reasonably have been anticipated. The expenditure involved has been very considerable, but, it is to be noted, has been kept well within the estimate of 43 millions of francs, and is not likely on the whole to exceed this amount. It may be interesting briefly to note how the affair has been financed; even in the United States and the colonies, where as they are in such matters, may learn a wrinkle from Paris. The State, in the first place, agreed to an appropriation of 17 millions, and the City of Paris appropriated eight millions; the balance of 18 millions being covered by a Guarantee Association, to whom was to be made over the receipts from the entrance money to the amount of their investment. Before, however, the Exhibition opened, the Association was superseded by a society constituted on an entirely different basis; a sanction was given to them as a Company, an Exhibition a supplementary credit of three millions and a-half, thus raising the total amount available to forty-six millions and a-half, of which not quite forty millions have been up to the present time expended. The Society raise their capital by the issue of 1,200,000 bonds of 25 francs, each of which was attached to a 25 entrance tickets to the Exhibition. The bonds have a currency of 75 years, when they are to be paid in full, and each gives a chance of a prize in the drawing of £1 lotteries. In order to ensure the re-imbursement of all the bonds at the end of 75 years, it is calculated that it will be sufficient to reserve a capital of about six millions. The opera- bbox=[796, 1634, 941, 2088]
story-paragraph: Wild excitement prevailed, during which Colonel E. J. Saunderson, the Conservative member for North Armagh, and Mr Thomas Sexton, the Nationalist member for West Belfast, exchanged personal threats. bbox=[948, 1408, 1088, 1473]
story-paragraph: Mr Button stated that when the case was previously mentioned to His Honor it was stated that there would be two questions of law for argument, viz., (1) whether a tributer was a person employed within the meaning of the Mining Act, 1886, and (2) whether negligence on the part of the employed would be a defence. With regard to the second question, he did not intend to argue. He admitted that contributory negligence was no answer to the appeal. Consequently the only question for argument was whether a tributer was a person coming within the meaning of section 217 of the Mining Companies Act, 1886. bbox=[644, 674, 789, 847]
story-paragraph: 'Between him and his sister also?' bbox=[40, 1777, 156, 1788]
story-paragraph: During the course of a speech Mr Balfour, the Irish Chief Secretary, accused Mr Timothy Harrington, the member for West Kerry, of having described the Irish police as "uniformed bloodhounds." bbox=[948, 1231, 1088, 1296]
story-paragraph: 'It was Juan Catheron.' bbox=[40, 1659, 118, 1670]
ornament-divider bbox=[986, 1133, 1050, 1147]
interview-heading: INTERVIEW WITH MR DUCKWORTH. bbox=[362, 754, 463, 776]
section-heading: MINE MANAGERS' CERTIFICATES. bbox=[522, 1813, 607, 1835]
expenditure-heading: EXPENDITURE ON THE GREAT SHOW. bbox=[798, 1610, 939, 1632]
column-rule bbox=[487, 32, 488, 1392]
